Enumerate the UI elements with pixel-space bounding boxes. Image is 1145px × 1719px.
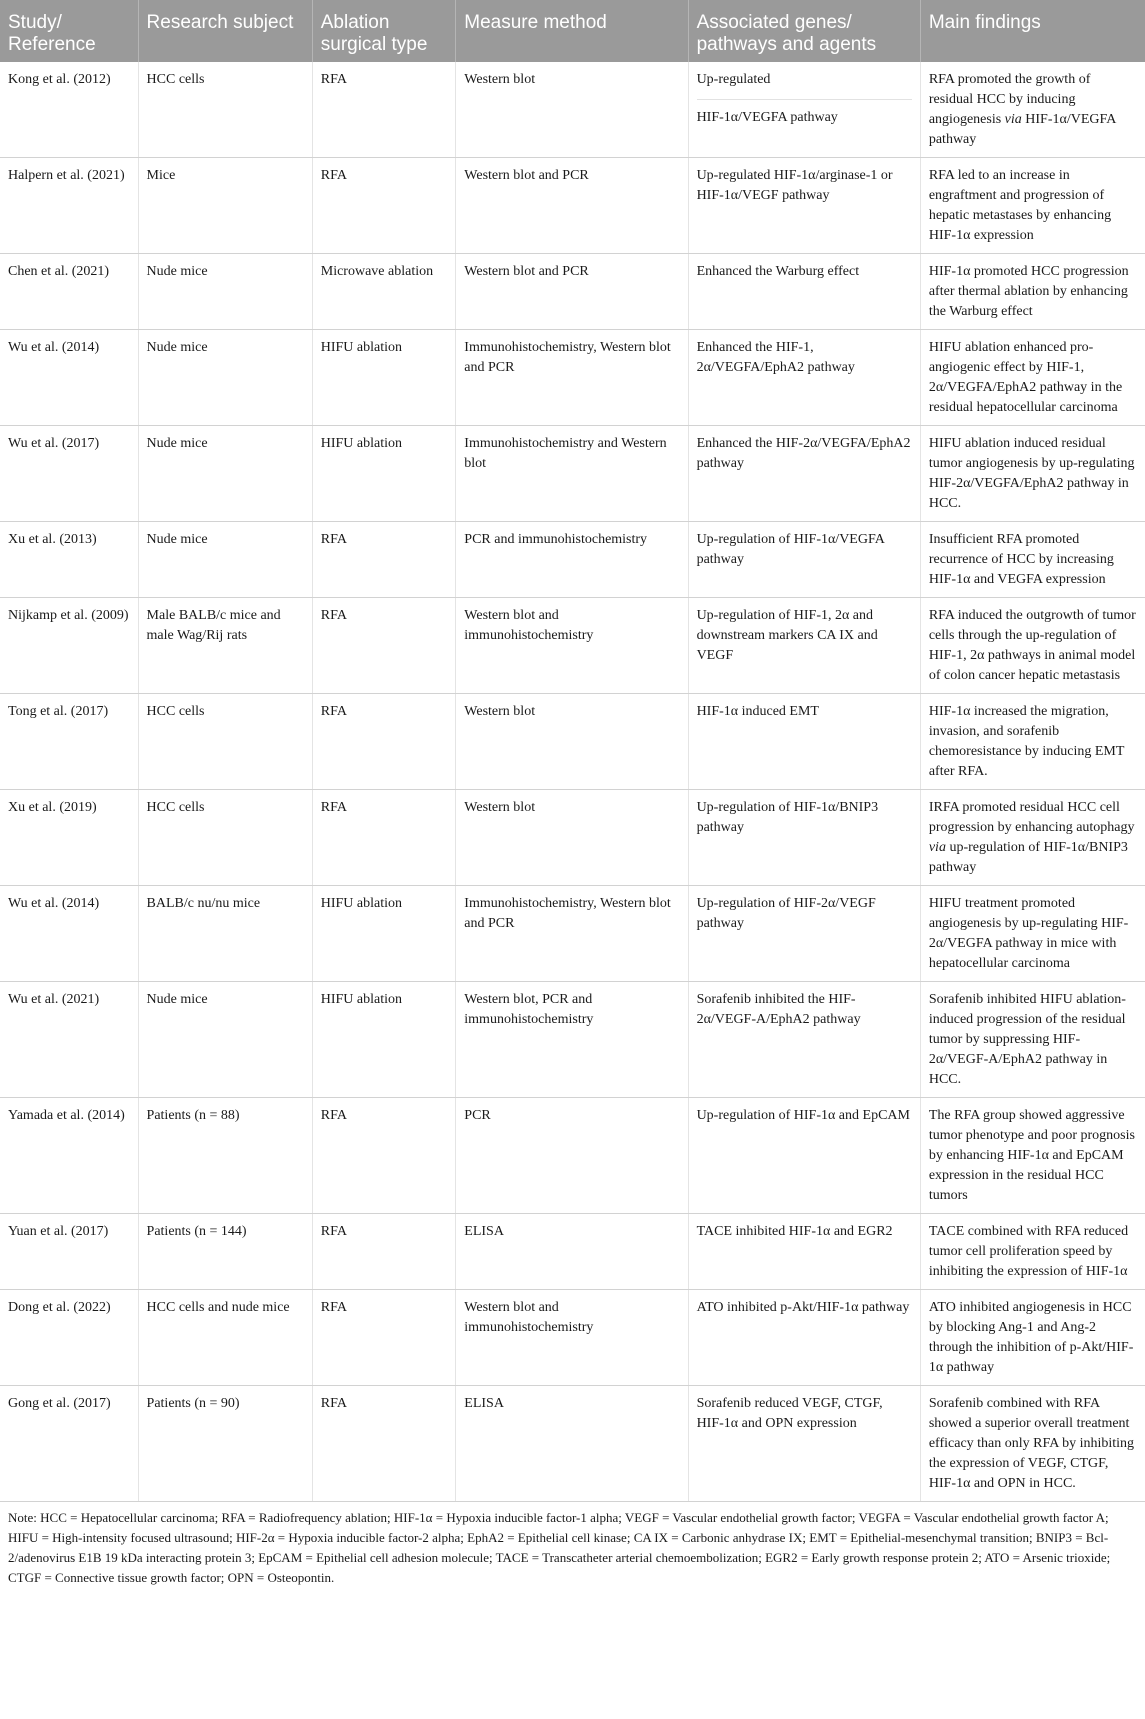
table-row — [0, 1386, 1145, 1502]
main-findings-text: HIF-1α increased the migration, invasion, and sorafenib chemoresistance by inducing EMT after RFA. — [928, 704, 1125, 779]
table-row — [0, 426, 1145, 522]
main-findings-cell — [920, 886, 1145, 982]
research-subject-cell — [138, 982, 312, 1098]
main-findings-cell — [920, 790, 1145, 886]
research-subject-text: Patients (n = 88) — [146, 1108, 240, 1123]
study-reference-cell — [0, 1214, 138, 1290]
ablation-type-cell — [312, 1098, 456, 1214]
measure-method-cell — [456, 982, 688, 1098]
research-subject-text: Nude mice — [146, 340, 208, 355]
research-subject-text: Male BALB/c mice and male Wag/Rij rats — [146, 608, 281, 643]
main-findings-text-tail: up-regulation of HIF-1α/BNIP3 pathway — [928, 840, 1128, 875]
study-reference-text: Yamada et al. (2014) — [8, 1108, 125, 1123]
associated-genes-cell — [688, 694, 920, 790]
measure-method-cell — [456, 598, 688, 694]
main-findings-emphasis: via — [928, 840, 946, 855]
table-note: Note: HCC = Hepatocellular carcinoma; RFA = Radiofrequency ablation; HIF-1α = Hypoxia inducible factor-1 alpha; VEGF = Vascular endothelial growth factor; VEGFA = Vascular endothelial growth factor A; HIFU = High-intensity focused ultrasound; HIF-2α = Hypoxia inducible factor-2 alpha; EphA2 = Epithelial cell kinase; CA IX = Carbonic anhydrase IX; EMT = Epithelial-mesenchymal transition; BNIP3 = Bcl-2/adenovirus E1B 19 kDa interacting protein 3; EpCAM = Epithelial cell adhesion molecule; TACE = Transcatheter arterial chemoembolization; EGR2 = Early growth response protein 2; ATO = Arsenic trioxide; CTGF = Connective tissue growth factor; OPN = Osteopontin. — [8, 1510, 1111, 1585]
ablation-type-cell — [312, 62, 456, 158]
research-subject-cell — [138, 522, 312, 598]
study-reference-text: Halpern et al. (2021) — [8, 168, 125, 183]
main-findings-text: The RFA group showed aggressive tumor phenotype and poor prognosis by enhancing HIF-1α and EpCAM expression in the residual HCC tumors — [928, 1108, 1135, 1203]
measure-method-text: ELISA — [464, 1224, 504, 1239]
associated-genes-cell — [688, 62, 920, 158]
table-row — [0, 982, 1145, 1098]
measure-method-text: Western blot, PCR and immunohistochemistry — [464, 992, 594, 1027]
ablation-type-cell — [312, 982, 456, 1098]
ablation-type-text: HIFU ablation — [320, 896, 403, 911]
study-reference-cell — [0, 598, 138, 694]
ablation-type-cell — [312, 598, 456, 694]
research-subject-cell — [138, 330, 312, 426]
main-findings-text: HIFU ablation induced residual tumor angiogenesis by up-regulating HIF-2α/VEGFA/EphA2 pathway in HCC. — [928, 436, 1135, 511]
header-row — [0, 0, 1145, 62]
ablation-type-cell — [312, 158, 456, 254]
main-findings-text: HIF-1α promoted HCC progression after thermal ablation by enhancing the Warburg effect — [928, 264, 1129, 319]
ablation-type-text: RFA — [320, 532, 347, 547]
associated-genes-text: Up-regulation of HIF-1α and EpCAM — [696, 1108, 910, 1123]
study-reference-cell — [0, 522, 138, 598]
study-reference-text: Yuan et al. (2017) — [8, 1224, 109, 1239]
associated-genes-cell — [688, 598, 920, 694]
associated-genes-text: Up-regulation of HIF-1α/BNIP3 pathway — [696, 800, 879, 835]
column-header — [138, 0, 312, 62]
ablation-type-text: RFA — [320, 168, 347, 183]
table-row — [0, 598, 1145, 694]
table-row — [0, 62, 1145, 158]
main-findings-cell — [920, 330, 1145, 426]
main-findings-cell — [920, 62, 1145, 158]
study-reference-text: Wu et al. (2021) — [8, 992, 100, 1007]
measure-method-cell — [456, 426, 688, 522]
ablation-type-text: Microwave ablation — [320, 264, 434, 279]
measure-method-cell — [456, 694, 688, 790]
main-findings-cell — [920, 598, 1145, 694]
research-subject-cell — [138, 598, 312, 694]
study-reference-text: Dong et al. (2022) — [8, 1300, 111, 1315]
measure-method-text: PCR — [464, 1108, 491, 1123]
associated-genes-cell — [688, 982, 920, 1098]
measure-method-text: Western blot and immunohistochemistry — [464, 608, 594, 643]
column-header — [0, 0, 138, 62]
main-findings-cell — [920, 1214, 1145, 1290]
column-header-line: Associated genes/ — [696, 12, 852, 33]
column-header-line: Ablation — [320, 12, 390, 33]
main-findings-text: HIFU treatment promoted angiogenesis by up-regulating HIF-2α/VEGFA pathway in mice with hepatocellular carcinoma — [928, 896, 1129, 971]
measure-method-text: Immunohistochemistry and Western blot — [464, 436, 667, 471]
study-reference-text: Wu et al. (2014) — [8, 340, 100, 355]
measure-method-cell — [456, 1290, 688, 1386]
measure-method-cell — [456, 1214, 688, 1290]
study-reference-text: Nijkamp et al. (2009) — [8, 608, 129, 623]
table-row — [0, 1290, 1145, 1386]
research-subject-cell — [138, 1386, 312, 1502]
measure-method-cell — [456, 62, 688, 158]
study-reference-cell — [0, 1386, 138, 1502]
research-subject-cell — [138, 254, 312, 330]
ablation-type-text: RFA — [320, 1108, 347, 1123]
associated-genes-subtext: HIF-1α/VEGFA pathway — [697, 99, 912, 128]
research-subject-cell — [138, 1214, 312, 1290]
research-subject-cell — [138, 886, 312, 982]
associated-genes-text: TACE inhibited HIF-1α and EGR2 — [696, 1224, 893, 1239]
ablation-type-text: RFA — [320, 72, 347, 87]
main-findings-emphasis: via — [1004, 112, 1022, 127]
associated-genes-text: Enhanced the HIF-2α/VEGFA/EphA2 pathway — [696, 436, 911, 471]
research-subject-text: Patients (n = 90) — [146, 1396, 240, 1411]
column-header — [688, 0, 920, 62]
ablation-type-cell — [312, 522, 456, 598]
associated-genes-cell — [688, 426, 920, 522]
study-reference-cell — [0, 158, 138, 254]
research-subject-text: HCC cells — [146, 72, 205, 87]
associated-genes-text: Up-regulated HIF-1α/arginase-1 or HIF-1α/VEGF pathway — [696, 168, 893, 203]
measure-method-text: Western blot — [464, 800, 536, 815]
ablation-type-cell — [312, 790, 456, 886]
study-reference-cell — [0, 790, 138, 886]
ablation-type-text: RFA — [320, 1396, 347, 1411]
measure-method-cell — [456, 1386, 688, 1502]
main-findings-text: RFA promoted the growth of residual HCC by inducing angiogenesis — [928, 72, 1091, 127]
measure-method-text: ELISA — [464, 1396, 504, 1411]
study-reference-cell — [0, 426, 138, 522]
ablation-type-cell — [312, 1290, 456, 1386]
main-findings-cell — [920, 1098, 1145, 1214]
main-findings-text: ATO inhibited angiogenesis in HCC by blocking Ang-1 and Ang-2 through the inhibition of p-Akt/HIF-1α pathway — [928, 1300, 1134, 1375]
research-subject-text: HCC cells — [146, 800, 205, 815]
column-header-line: Research subject — [146, 12, 294, 33]
table-row — [0, 522, 1145, 598]
study-reference-text: Kong et al. (2012) — [8, 72, 111, 87]
ablation-type-text: HIFU ablation — [320, 992, 403, 1007]
associated-genes-text: Up-regulation of HIF-2α/VEGF pathway — [696, 896, 876, 931]
main-findings-cell — [920, 254, 1145, 330]
associated-genes-text: Sorafenib reduced VEGF, CTGF, HIF-1α and OPN expression — [696, 1396, 883, 1431]
column-header-line: pathways and agents — [696, 34, 877, 55]
column-header-line: Measure method — [464, 12, 607, 33]
research-subject-text: Nude mice — [146, 264, 208, 279]
research-subject-cell — [138, 1098, 312, 1214]
main-findings-text: Sorafenib inhibited HIFU ablation-induced progression of the residual tumor by suppressing HIF-2α/VEGF-A/EphA2 pathway in HCC. — [928, 992, 1126, 1087]
measure-method-cell — [456, 254, 688, 330]
main-findings-text: RFA induced the outgrowth of tumor cells through the up-regulation of HIF-1, 2α pathways in animal model of colon cancer hepatic metastasis — [928, 608, 1136, 683]
ablation-type-cell — [312, 886, 456, 982]
main-findings-text: TACE combined with RFA reduced tumor cell proliferation speed by inhibiting the expression of HIF-1α — [928, 1224, 1129, 1279]
table-row — [0, 694, 1145, 790]
main-findings-text: Sorafenib combined with RFA showed a superior overall treatment efficacy than only RFA by inhibiting the expression of VEGF, CTGF, HIF-1α and OPN in HCC. — [928, 1396, 1135, 1491]
ablation-type-cell — [312, 1214, 456, 1290]
measure-method-cell — [456, 330, 688, 426]
ablation-type-text: HIFU ablation — [320, 436, 403, 451]
table-body — [0, 62, 1145, 1502]
main-findings-cell — [920, 158, 1145, 254]
study-reference-cell — [0, 1098, 138, 1214]
associated-genes-text: Sorafenib inhibited the HIF-2α/VEGF-A/EphA2 pathway — [696, 992, 861, 1027]
measure-method-cell — [456, 158, 688, 254]
research-subject-cell — [138, 62, 312, 158]
ablation-type-text: HIFU ablation — [320, 340, 403, 355]
research-subject-cell — [138, 1290, 312, 1386]
ablation-type-cell — [312, 254, 456, 330]
column-header — [456, 0, 688, 62]
research-subject-text: HCC cells — [146, 704, 205, 719]
study-reference-cell — [0, 254, 138, 330]
study-reference-text: Chen et al. (2021) — [8, 264, 110, 279]
main-findings-text-tail: HIF-1α/VEGFA pathway — [928, 112, 1116, 147]
column-header-line: Study/ — [8, 12, 62, 33]
research-subject-text: Patients (n = 144) — [146, 1224, 247, 1239]
ablation-type-cell — [312, 694, 456, 790]
main-findings-cell — [920, 426, 1145, 522]
research-subject-cell — [138, 426, 312, 522]
ablation-type-text: RFA — [320, 704, 347, 719]
associated-genes-cell — [688, 158, 920, 254]
study-reference-cell — [0, 886, 138, 982]
ablation-type-cell — [312, 1386, 456, 1502]
measure-method-text: Western blot and PCR — [464, 264, 589, 279]
column-header-line: Reference — [8, 34, 96, 55]
column-header — [920, 0, 1145, 62]
main-findings-text: IRFA promoted residual HCC cell progression by enhancing autophagy — [928, 800, 1135, 835]
study-reference-cell — [0, 694, 138, 790]
main-findings-text: Insufficient RFA promoted recurrence of HCC by increasing HIF-1α and VEGFA expression — [928, 532, 1114, 587]
column-header — [312, 0, 456, 62]
main-findings-text: RFA led to an increase in engraftment and progression of hepatic metastases by enhancing HIF-1α expression — [928, 168, 1112, 243]
study-reference-text: Xu et al. (2013) — [8, 532, 97, 547]
ablation-type-text: RFA — [320, 1300, 347, 1315]
study-reference-text: Xu et al. (2019) — [8, 800, 97, 815]
study-reference-cell — [0, 62, 138, 158]
ablation-type-text: RFA — [320, 800, 347, 815]
column-header-line: Main findings — [928, 12, 1041, 33]
associated-genes-text: Enhanced the Warburg effect — [696, 264, 860, 279]
associated-genes-text: Enhanced the HIF-1, 2α/VEGFA/EphA2 pathway — [696, 340, 855, 375]
research-subject-text: Nude mice — [146, 532, 208, 547]
study-reference-text: Tong et al. (2017) — [8, 704, 109, 719]
table-row — [0, 330, 1145, 426]
ablation-type-text: RFA — [320, 608, 347, 623]
associated-genes-cell — [688, 522, 920, 598]
associated-genes-cell — [688, 790, 920, 886]
associated-genes-text: Up-regulation of HIF-1α/VEGFA pathway — [696, 532, 885, 567]
research-subject-text: Nude mice — [146, 992, 208, 1007]
associated-genes-text: ATO inhibited p-Akt/HIF-1α pathway — [696, 1300, 910, 1315]
research-subject-cell — [138, 694, 312, 790]
main-findings-cell — [920, 1290, 1145, 1386]
ablation-type-text: RFA — [320, 1224, 347, 1239]
measure-method-text: Western blot and PCR — [464, 168, 589, 183]
measure-method-text: PCR and immunohistochemistry — [464, 532, 648, 547]
research-subject-cell — [138, 158, 312, 254]
measure-method-cell — [456, 1098, 688, 1214]
associated-genes-text: Up-regulation of HIF-1, 2α and downstream markers CA IX and VEGF — [696, 608, 878, 663]
associated-genes-cell — [688, 886, 920, 982]
measure-method-cell — [456, 886, 688, 982]
associated-genes-cell — [688, 1214, 920, 1290]
study-reference-text: Gong et al. (2017) — [8, 1396, 111, 1411]
associated-genes-cell — [688, 1098, 920, 1214]
table-row — [0, 254, 1145, 330]
column-header-line: surgical type — [320, 34, 428, 55]
associated-genes-cell — [688, 254, 920, 330]
research-subject-text: HCC cells and nude mice — [146, 1300, 290, 1315]
measure-method-cell — [456, 790, 688, 886]
measure-method-text: Western blot and immunohistochemistry — [464, 1300, 594, 1335]
study-reference-text: Wu et al. (2014) — [8, 896, 100, 911]
main-findings-cell — [920, 694, 1145, 790]
ablation-type-cell — [312, 426, 456, 522]
ablation-type-cell — [312, 330, 456, 426]
associated-genes-cell — [688, 1386, 920, 1502]
associated-genes-text: Up-regulated — [696, 72, 771, 87]
research-subject-text: Mice — [146, 168, 176, 183]
study-reference-cell — [0, 1290, 138, 1386]
table-row — [0, 886, 1145, 982]
main-findings-cell — [920, 1386, 1145, 1502]
study-reference-cell — [0, 982, 138, 1098]
associated-genes-cell — [688, 330, 920, 426]
main-findings-cell — [920, 982, 1145, 1098]
main-findings-text: HIFU ablation enhanced pro-angiogenic effect by HIF-1, 2α/VEGFA/EphA2 pathway in the residual hepatocellular carcinoma — [928, 340, 1123, 415]
research-subject-text: Nude mice — [146, 436, 208, 451]
study-reference-text: Wu et al. (2017) — [8, 436, 100, 451]
measure-method-text: Western blot — [464, 72, 536, 87]
associated-genes-text: HIF-1α induced EMT — [696, 704, 819, 719]
research-subject-cell — [138, 790, 312, 886]
table-row — [0, 1214, 1145, 1290]
research-subject-text: BALB/c nu/nu mice — [146, 896, 261, 911]
measure-method-text: Immunohistochemistry, Western blot and PCR — [464, 340, 671, 375]
table-row — [0, 1098, 1145, 1214]
table-row — [0, 790, 1145, 886]
measure-method-text: Immunohistochemistry, Western blot and PCR — [464, 896, 671, 931]
table-header — [0, 0, 1145, 62]
measure-method-cell — [456, 522, 688, 598]
table-row — [0, 158, 1145, 254]
associated-genes-cell — [688, 1290, 920, 1386]
main-findings-cell — [920, 522, 1145, 598]
measure-method-text: Western blot — [464, 704, 536, 719]
study-reference-cell — [0, 330, 138, 426]
